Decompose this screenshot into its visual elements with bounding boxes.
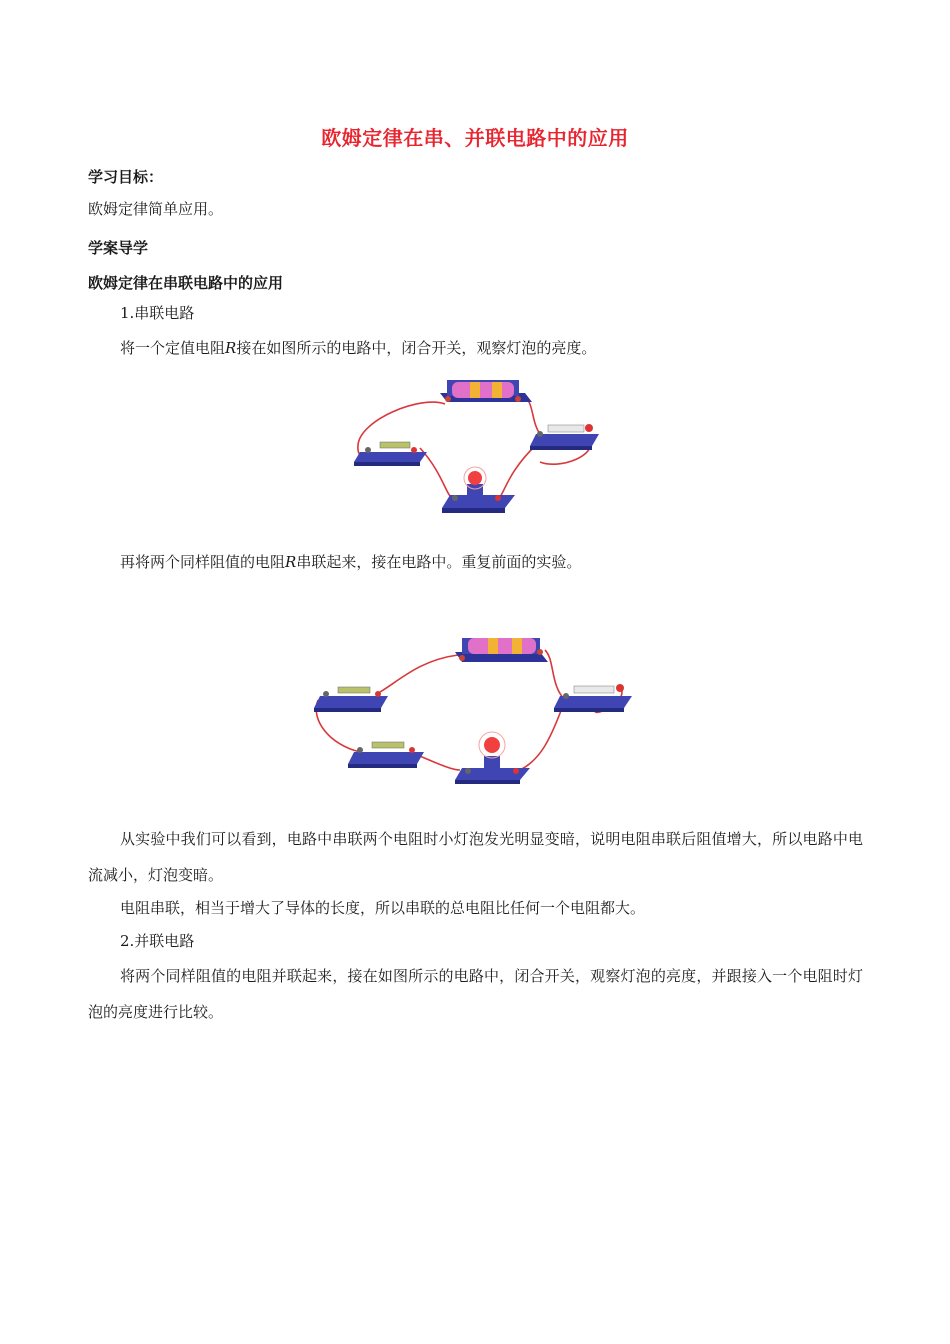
objectives-heading: 学习目标： <box>88 168 164 186</box>
series-explanation: 电阻串联，相当于增大了导体的长度，所以串联的总电阻比任何一个电阻都大。 <box>120 899 646 917</box>
resistor <box>314 687 388 712</box>
objectives-text: 欧姆定律简单应用。 <box>88 200 224 218</box>
switch <box>554 684 632 712</box>
parallel-label: 2.并联电路 <box>120 932 195 950</box>
series-step2: 再将两个同样阻值的电阻R串联起来，接在电路中。重复前面的实验。 <box>120 553 582 571</box>
guide-heading: 学案导学 <box>88 239 149 257</box>
battery-holder <box>455 638 548 662</box>
series-conclusion: 从实验中我们可以看到，电路中串联两个电阻时小灯泡发光明显变暗，说明电阻串联后阻值增大，所以电路中电流减小，灯泡变暗。 <box>88 830 863 884</box>
resistor <box>348 742 424 768</box>
lamp <box>455 732 530 784</box>
series-step1: 将一个定值电阻R接在如图所示的电路中，闭合开关，观察灯泡的亮度。 <box>120 339 597 357</box>
page-title: 欧姆定律在串、并联电路中的应用 <box>321 126 629 150</box>
series-label: 1.串联电路 <box>120 304 195 322</box>
series-heading: 欧姆定律在串联电路中的应用 <box>88 274 284 292</box>
parallel-text: 将两个同样阻值的电阻并联起来，接在如图所示的电路中，闭合开关，观察灯泡的亮度，并跟接入一个电阻时灯泡的亮度进行比较。 <box>88 967 863 1021</box>
